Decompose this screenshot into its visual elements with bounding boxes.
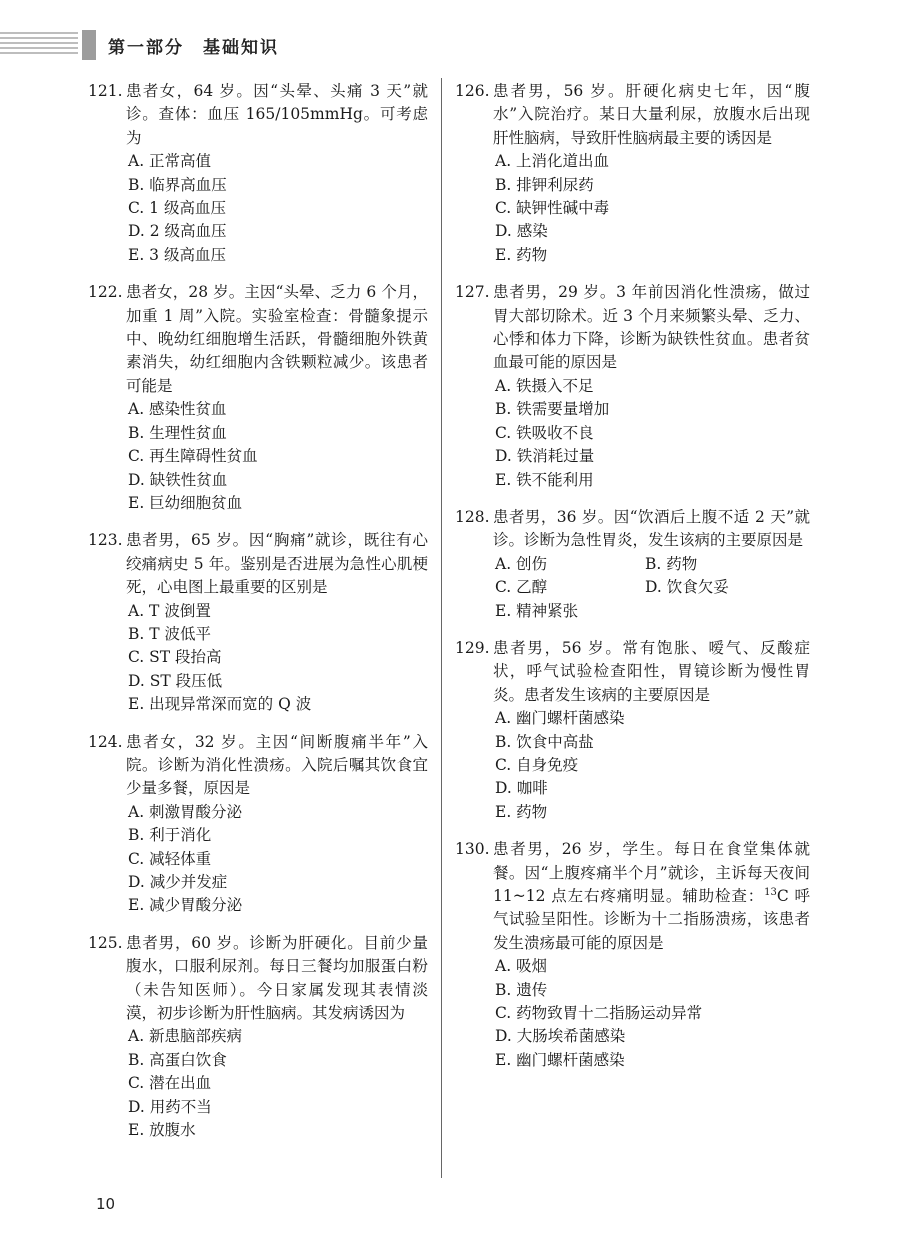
options <box>455 707 810 824</box>
question-stem: 患者女，64 岁。因“头晕、头痛 3 天”就诊。查体：血压 165/105mmHg。可考虑为 <box>126 82 428 147</box>
option-c: C. 铁吸收不良 <box>495 423 594 442</box>
option-e: E. 药物 <box>495 245 548 264</box>
option-b: B. 遗传 <box>495 980 548 999</box>
option-e: E. 出现异常深而宽的 Q 波 <box>128 695 312 714</box>
option-a: A. 上消化道出血 <box>495 152 610 171</box>
question-stem: 患者男，65 岁。因“胸痛”就诊，既往有心绞痛病史 5 年。鉴别是否进展为急性心肌梗死，心电图上最重要的区别是 <box>126 531 428 597</box>
option-c: C. 1 级高血压 <box>128 199 226 218</box>
option-c: C. 再生障碍性贫血 <box>128 447 258 466</box>
question-stem: 患者男，56 岁。常有饱胀、嗳气、反酸症状，呼气试验检查阳性，胃镜诊断为慢性胃炎。患者发生该病的主要原因是 <box>493 638 810 704</box>
question-number: 127. <box>455 283 490 302</box>
option-b: B. 生理性贫血 <box>128 423 227 442</box>
question-124 <box>88 731 428 918</box>
option-b: B. T 波低平 <box>128 624 212 643</box>
options <box>88 150 428 267</box>
right-column <box>455 80 810 1086</box>
question-number: 130. <box>455 840 490 859</box>
question-number: 123. <box>88 531 123 550</box>
option-e: E. 铁不能利用 <box>495 470 594 489</box>
option-b: B. 饮食中高盐 <box>495 732 594 751</box>
question-121 <box>88 80 428 267</box>
question-stem: 患者女，32 岁。主因“间断腹痛半年”入院。诊断为消化性溃疡。入院后嘱其饮食宜少量多餐，原因是 <box>126 732 428 798</box>
question-number: 124. <box>88 732 123 751</box>
question-129 <box>455 637 810 824</box>
option-e: E. 减少胃酸分泌 <box>128 896 243 915</box>
option-c: C. ST 段抬高 <box>128 648 222 667</box>
option-d: D. 大肠埃希菌感染 <box>495 1027 626 1046</box>
options <box>88 600 428 717</box>
option-c: C. 药物致胃十二指肠运动异常 <box>495 1004 703 1023</box>
option-a: A. 新患脑部疾病 <box>128 1027 243 1046</box>
option-e: E. 放腹水 <box>128 1121 196 1140</box>
question-127 <box>455 281 810 492</box>
option-b: B. 排钾利尿药 <box>495 175 594 194</box>
page-number: 10 <box>96 1195 116 1213</box>
option-d: D. 饮食欠妥 <box>645 578 729 597</box>
option-a: A. 创伤 <box>495 554 548 573</box>
option-c: C. 缺钾性碱中毒 <box>495 199 610 218</box>
question-123 <box>88 529 428 716</box>
option-c: C. 潜在出血 <box>128 1074 212 1093</box>
options <box>88 398 428 515</box>
page-header <box>0 30 900 60</box>
option-d: D. 用药不当 <box>128 1097 212 1116</box>
question-stem <box>493 838 810 955</box>
options <box>455 375 810 492</box>
option-d: D. 感染 <box>495 222 548 241</box>
options <box>455 955 810 1072</box>
options <box>88 1025 428 1142</box>
question-stem: 患者女，28 岁。主因“头晕、乏力 6 个月，加重 1 周”入院。实验室检查：骨髓象提示中、晚幼红细胞增生活跃，骨髓细胞外铁黄素消失，幼红细胞内含铁颗粒减少。该患者可能是 <box>126 283 428 395</box>
stem-part-1: 患者男，26 岁，学生。每日在食堂集体就餐。因“上腹疼痛半个月”就诊，主诉每天夜间 11~12 点左右疼痛明显。辅助检查： <box>493 840 810 905</box>
option-d: D. 铁消耗过量 <box>495 447 595 466</box>
option-d: D. 减少并发症 <box>128 873 228 891</box>
option-a: A. 正常高值 <box>128 152 212 171</box>
options <box>88 801 428 918</box>
column-divider <box>441 78 442 1178</box>
question-125 <box>88 932 428 1143</box>
option-d: D. 2 级高血压 <box>128 222 227 241</box>
header-decoration-lines <box>0 32 78 57</box>
question-130 <box>455 838 810 1072</box>
question-number: 129. <box>455 638 490 657</box>
option-a: A. 刺激胃酸分泌 <box>128 802 243 821</box>
option-c: C. 减轻体重 <box>128 849 212 868</box>
question-number: 121. <box>88 82 123 100</box>
option-e: E. 巨幼细胞贫血 <box>128 493 243 512</box>
option-e: E. 3 级高血压 <box>128 245 226 264</box>
option-a: A. 幽门螺杆菌感染 <box>495 709 625 728</box>
superscript-13: 13 <box>764 887 777 898</box>
option-b: B. 铁需要量增加 <box>495 400 610 419</box>
header-bar <box>82 30 96 60</box>
option-d: D. 咖啡 <box>495 779 548 798</box>
question-number: 126. <box>455 82 490 100</box>
option-b: B. 药物 <box>645 554 698 573</box>
option-b: B. 高蛋白饮食 <box>128 1050 227 1069</box>
question-number: 128. <box>455 507 490 526</box>
left-column <box>88 80 428 1156</box>
option-c: C. 乙醇 <box>495 578 548 597</box>
question-stem: 患者男，29 岁。3 年前因消化性溃疡，做过胃大部切除术。近 3 个月来频繁头晕、乏力、心悸和体力下降，诊断为缺铁性贫血。患者贫血最可能的原因是 <box>493 283 810 372</box>
option-b: B. 利于消化 <box>128 826 212 845</box>
question-122 <box>88 281 428 515</box>
question-number: 122. <box>88 283 123 302</box>
option-e: E. 药物 <box>495 802 548 821</box>
option-a: A. 铁摄入不足 <box>495 376 594 395</box>
option-e: E. 幽门螺杆菌感染 <box>495 1050 625 1069</box>
option-b: B. 临界高血压 <box>128 175 227 194</box>
question-stem: 患者男，56 岁。肝硬化病史七年，因“腹水”入院治疗。某日大量利尿，放腹水后出现肝性脑病，导致肝性脑病最主要的诱因是 <box>493 82 810 147</box>
question-128 <box>455 506 810 623</box>
question-126 <box>455 80 810 267</box>
option-a: A. 吸烟 <box>495 957 548 976</box>
options <box>455 553 810 623</box>
option-d: D. ST 段压低 <box>128 671 223 690</box>
option-d: D. 缺铁性贫血 <box>128 470 228 489</box>
option-a: A. T 波倒置 <box>128 601 211 620</box>
option-c: C. 自身免疫 <box>495 755 579 774</box>
option-a: A. 感染性贫血 <box>128 400 227 419</box>
options <box>455 150 810 267</box>
question-stem: 患者男，60 岁。诊断为肝硬化。目前少量腹水，口服利尿剂。每日三餐均加服蛋白粉（未告知医师）。今日家属发现其表情淡漠，初步诊断为肝性脑病。其发病诱因为 <box>126 933 428 1023</box>
question-number: 125. <box>88 933 123 952</box>
option-e: E. 精神紧张 <box>495 601 579 620</box>
question-stem: 患者男，36 岁。因“饮酒后上腹不适 2 天”就诊。诊断为急性胃炎，发生该病的主要原因是 <box>493 507 810 550</box>
section-title: 第一部分 基础知识 <box>108 38 279 58</box>
stem-part-2: C 呼气试验呈阳性。诊断为十二指肠溃疡，该患者发生溃疡最可能的原因是 <box>493 887 810 952</box>
